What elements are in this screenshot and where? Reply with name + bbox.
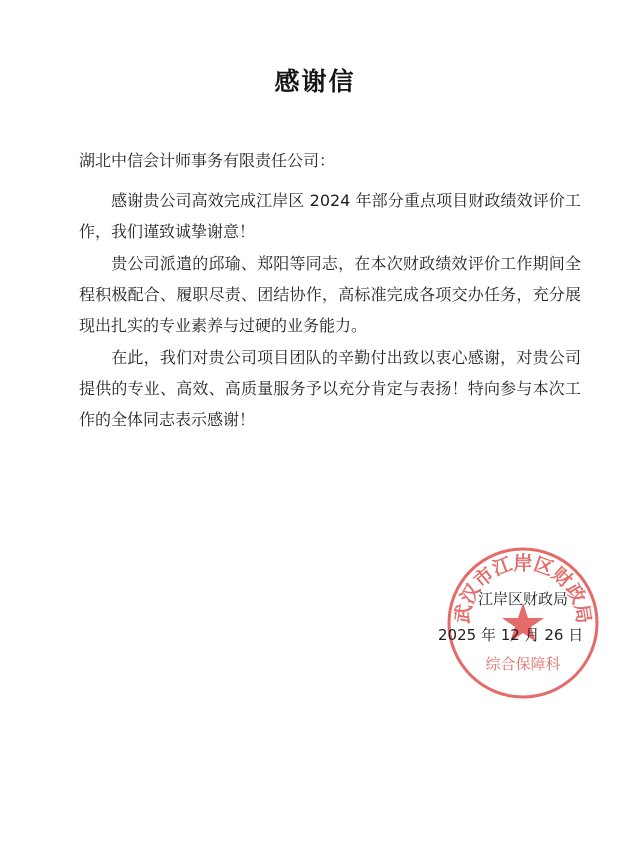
paragraph-1-text: 感谢贵公司高效完成江岸区 2024 年部分重点项目财政绩效评价工作，我们谨致诚挚谢意！ <box>79 191 581 241</box>
signature: 江岸区财政局 <box>478 590 569 608</box>
seal-arc-text: 武汉市江岸区财政局 <box>451 552 595 625</box>
paragraph-3-text: 在此，我们对贵公司项目团队的辛勤付出致以衷心感谢，对贵公司提供的专业、高效、高质量服务予以充分肯定与表扬！特向参与本次工作的全体同志表示感谢！ <box>79 348 581 429</box>
paragraph-2-text: 贵公司派遣的邱瑜、郑阳等同志，在本次财政绩效评价工作期间全程积极配合、履职尽责、团结协作，高标准完成各项交办任务，充分展现出扎实的专业素养与过硬的业务能力。 <box>79 254 581 335</box>
date: 2025 年 12 月 26 日 <box>438 626 584 644</box>
letter-title: 感谢信 <box>274 67 356 96</box>
seal-bottom-text: 综合保障科 <box>485 655 561 673</box>
paragraph-3 <box>79 342 581 435</box>
official-seal <box>445 545 601 701</box>
paragraph-1 <box>79 185 581 247</box>
salutation: 湖北中信会计师事务有限责任公司： <box>79 151 336 170</box>
paragraph-2 <box>79 248 581 341</box>
